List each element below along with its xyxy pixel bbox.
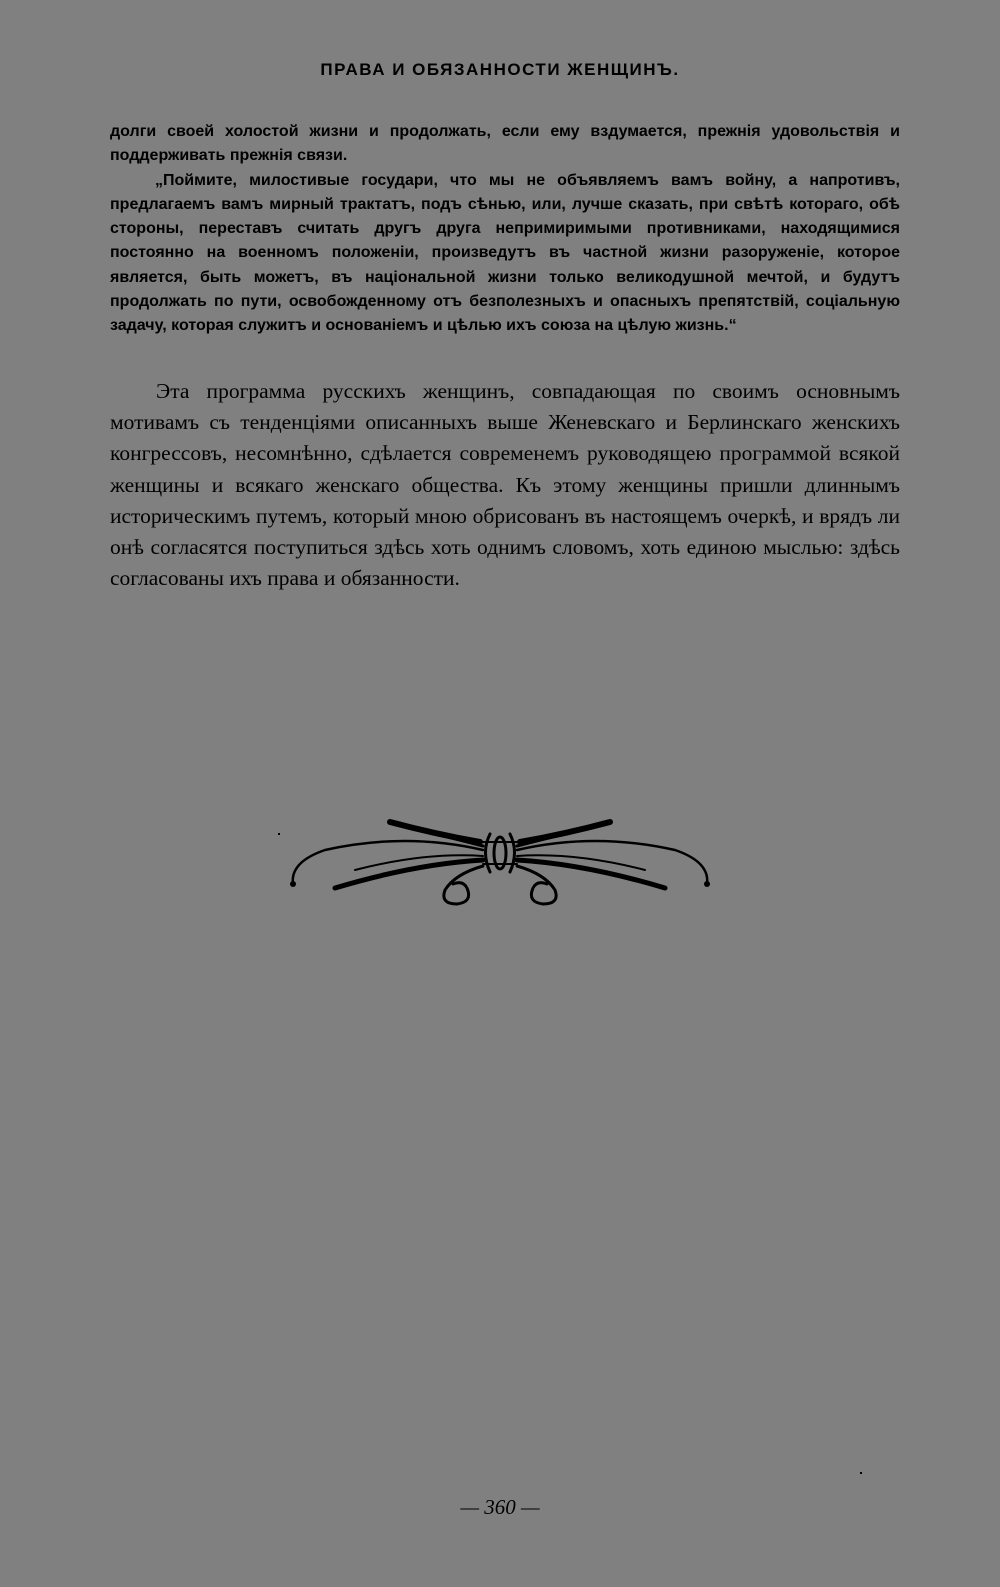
quote-paragraph: „Поймите, милостивые государи, что мы не объявляемъ вамъ войну, а напротивъ, предлагаемъ вамъ мирный трактатъ, подъ сѣнью, или, лучше сказать, при свѣтѣ котораго, обѣ стороны, переставъ считать другъ друга непримиримыми противниками, находящимися постоянно на военномъ положеніи, произведутъ въ частной жизни разоруженіе, которое является, быть можетъ, въ національной жизни только великодушной мечтой, и будутъ продолжать по пути, освобожденному отъ безполезныхъ и опасныхъ препятствій, соціальную задачу, которая служитъ и основаніемъ и цѣлью ихъ союза на цѣлую жизнь.“: [110, 171, 900, 335]
print-speck: [860, 1472, 862, 1474]
running-head: ПРАВА И ОБЯЗАННОСТИ ЖЕНЩИНЪ.: [320, 60, 680, 79]
print-speck: [278, 833, 280, 835]
quote-paragraph-continued: долги своей холостой жизни и продолжать, если ему вздумается, прежнія удовольствія и поддерживать прежнія связи.: [110, 123, 900, 165]
quoted-passage: [110, 120, 900, 339]
decorative-ornament-icon: [285, 812, 715, 912]
page-number: — 360 —: [460, 1495, 540, 1519]
main-paragraph: Эта программа русскихъ женщинъ, совпадающая по своимъ основнымъ мотивамъ съ тенденціями описанныхъ выше Женевскаго и Берлинскаго женскихъ конгрессовъ, несомнѣнно, сдѣлается современемъ руководящею программой всякой женщины и всякаго женскаго общества. Къ этому женщины пришли длиннымъ историческимъ путемъ, который мною обрисованъ въ настоящемъ очеркѣ, и врядъ ли онѣ согласятся поступиться здѣсь хоть однимъ словомъ, хоть единою мыслью: здѣсь согласованы ихъ права и обязанности.: [110, 379, 900, 591]
